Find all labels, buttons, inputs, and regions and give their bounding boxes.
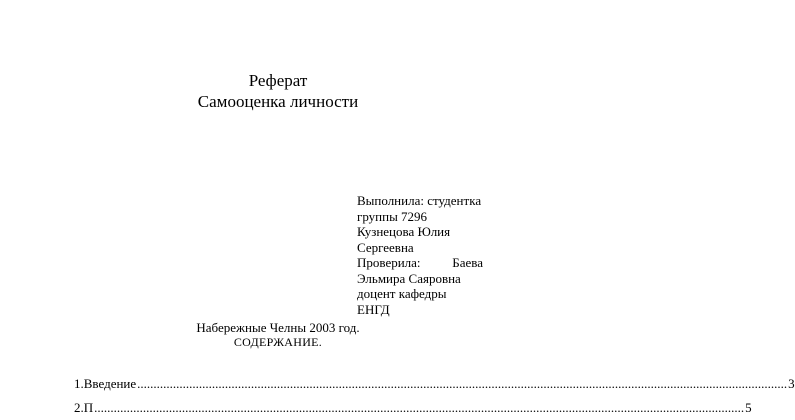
toc-label: Введение <box>83 376 137 391</box>
author-line: группы 7296 <box>357 208 428 224</box>
author-line: Эльмира Саяровна <box>357 270 461 286</box>
author-line: ЕНГД <box>357 301 390 317</box>
toc-leader-dots <box>94 396 744 420</box>
toc-page-number: 3 <box>788 376 795 391</box>
author-line: Сергеевна <box>357 239 414 255</box>
toc-page-number: 5 <box>745 400 752 415</box>
document-type: Реферат <box>248 71 308 90</box>
reviewer-label: Проверила: <box>357 255 421 270</box>
table-of-contents <box>74 372 795 420</box>
author-line: Выполнила: студентка <box>357 193 482 208</box>
reviewer-surname: Баева <box>452 255 483 270</box>
contents-heading: СОДЕРЖАНИЕ. <box>233 335 323 349</box>
toc-leader-dots <box>137 372 787 396</box>
toc-number: 2. <box>74 400 84 415</box>
document-title: Самооценка личности <box>197 92 359 111</box>
toc-number: 1. <box>74 376 84 391</box>
reviewer-line <box>357 255 483 271</box>
author-line: Кузнецова Юлия <box>357 224 451 239</box>
author-block <box>357 193 483 317</box>
toc-entry <box>74 396 752 420</box>
author-line: доцент кафедры <box>357 286 447 301</box>
toc-entry <box>74 372 795 396</box>
city-year: Набережные Челны 2003 год. <box>196 320 360 335</box>
toc-label: П <box>83 400 94 415</box>
